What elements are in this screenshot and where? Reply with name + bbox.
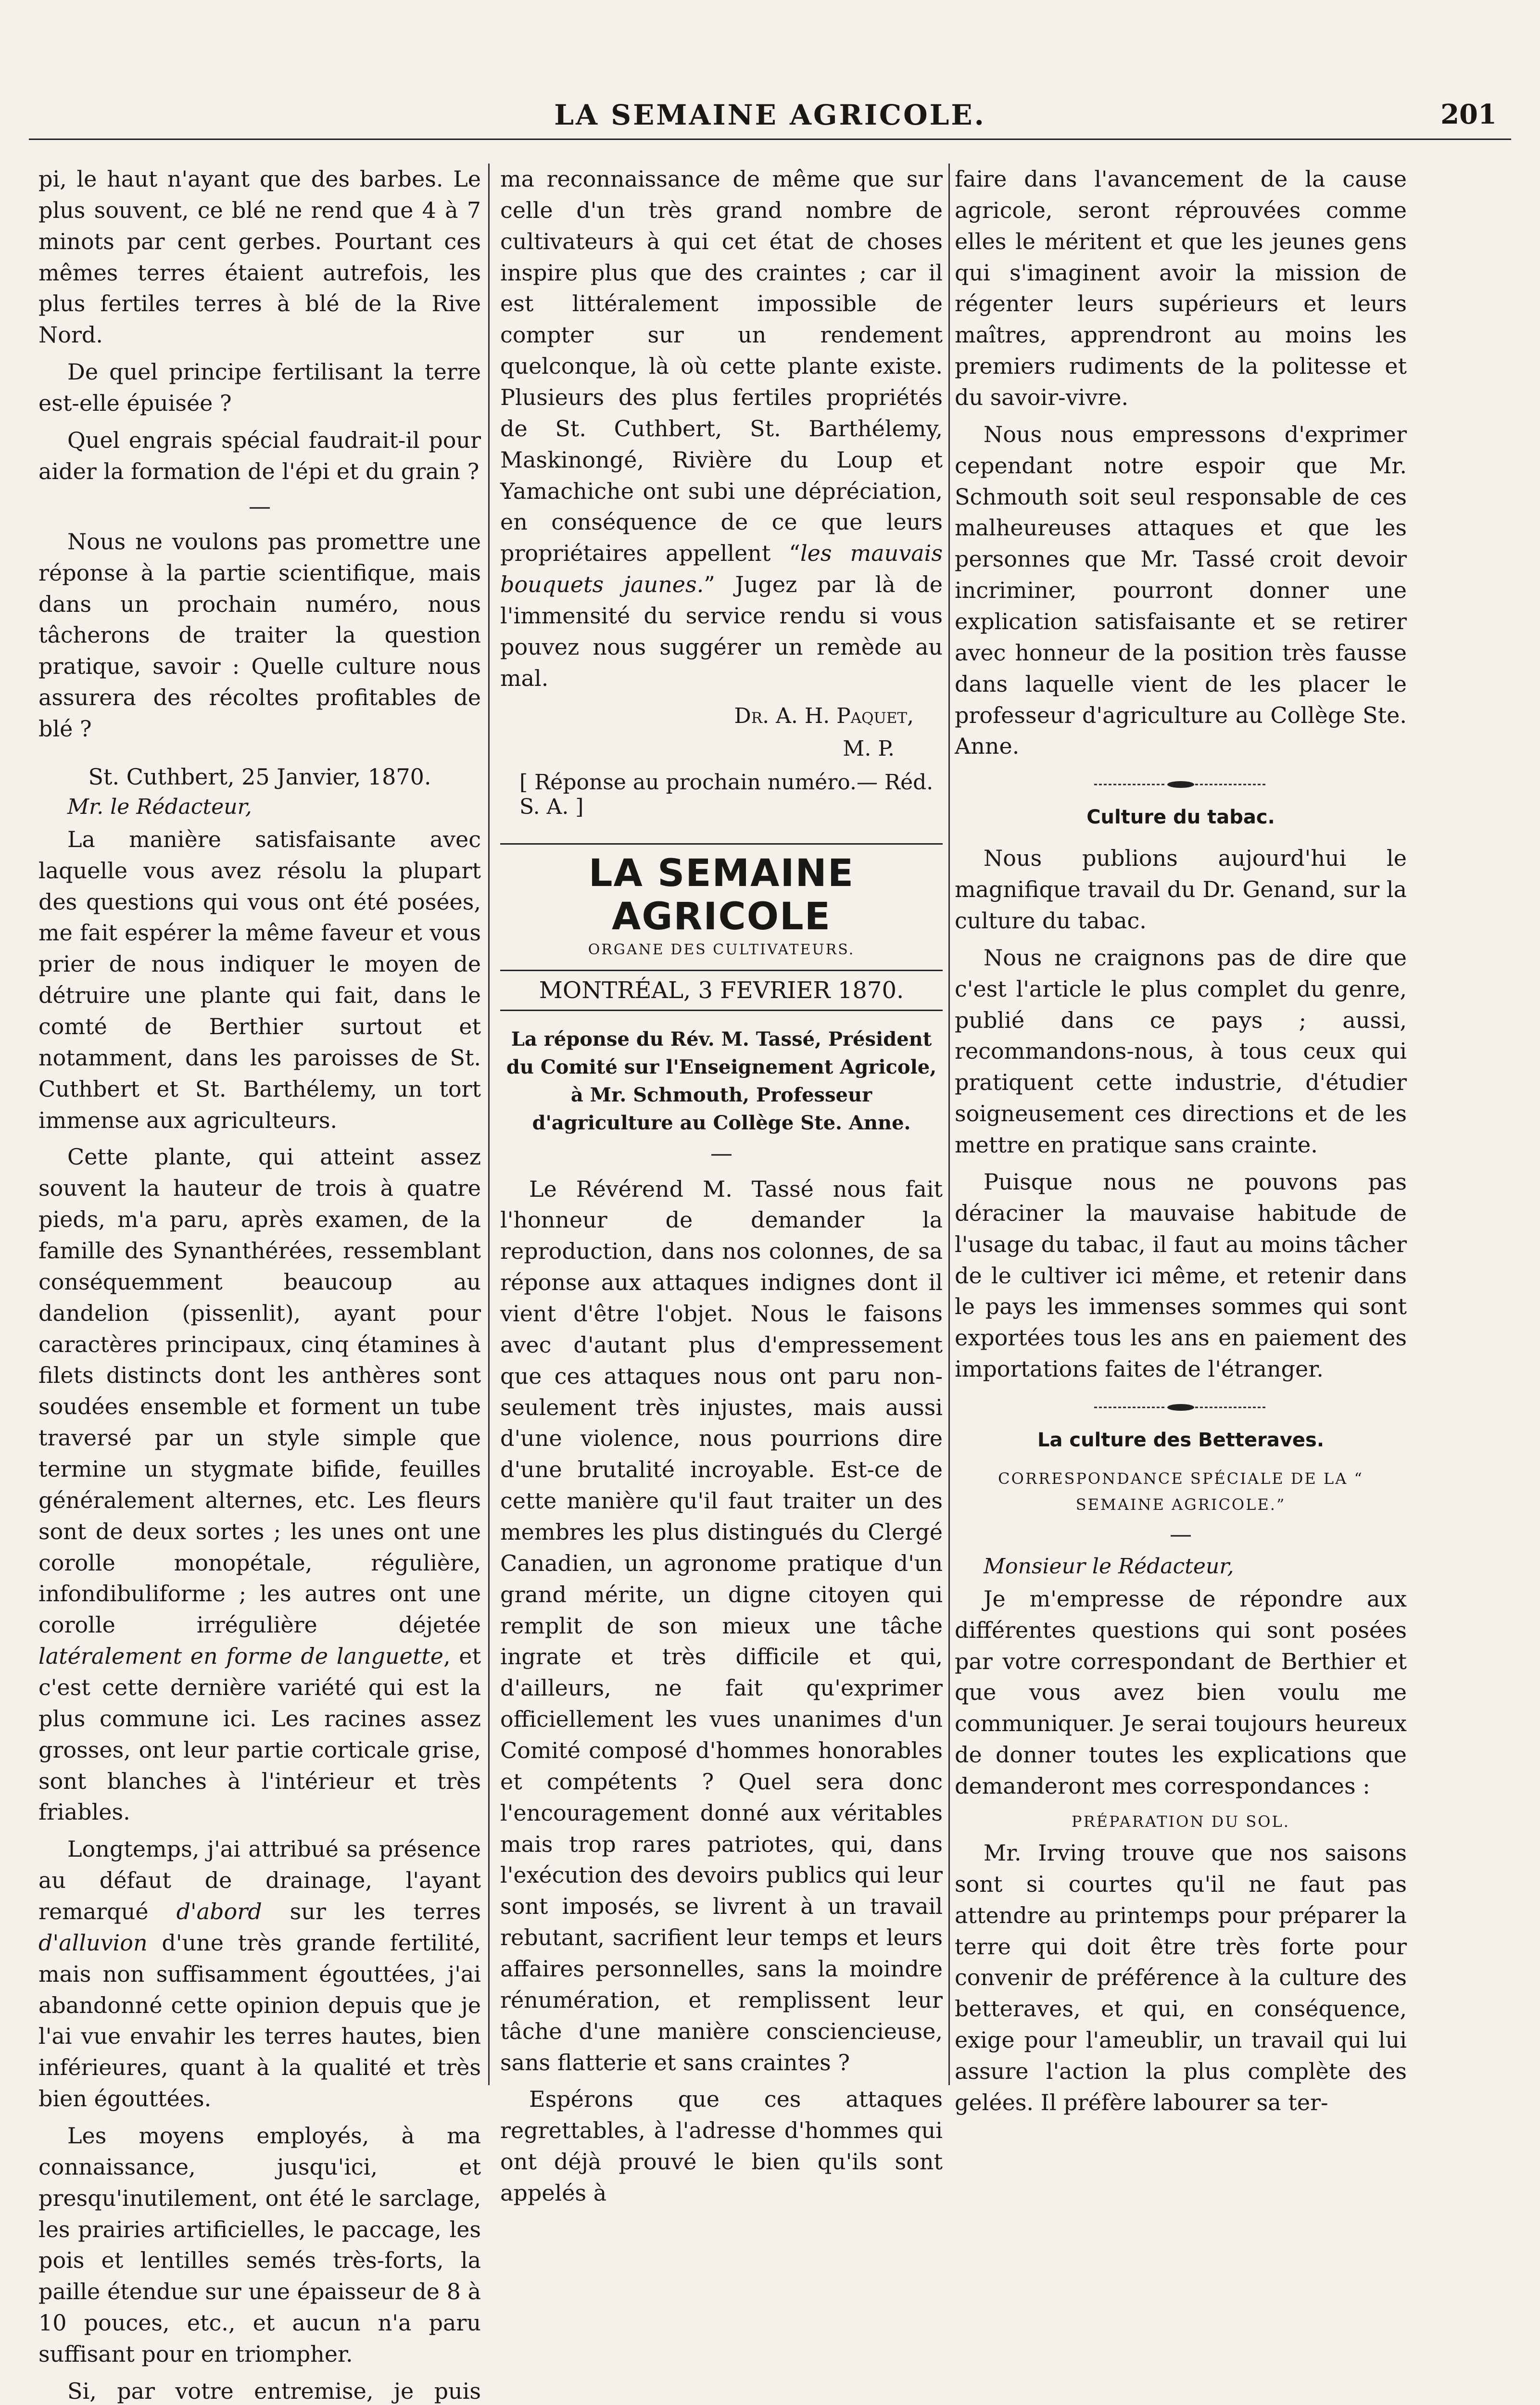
column-rule-1	[488, 164, 490, 2085]
paragraph	[38, 1834, 481, 2114]
ornamental-rule	[955, 1397, 1407, 1417]
paragraph: Nous publions aujourd'hui le magnifique travail du Dr. Genand, sur la culture du tabac.	[955, 845, 1407, 934]
editor-note: [ Réponse au prochain numéro.— Réd. S. A. ]	[519, 770, 934, 819]
paragraph: Espérons que ces attaques regrettables, à l'adresse d'hommes qui ont déjà prouvé le bien qu'ils sont appelés à	[500, 2086, 943, 2206]
page-number: 201	[1440, 99, 1497, 130]
text-run: d'une très grande fertilité, mais non suffisamment égouttées, j'ai abandonné cette opinion depuis que je l'ai vue envahir les terres hautes, bien inférieures, quant à la qualité et très bien égouttées.	[38, 1929, 481, 2112]
running-header	[29, 72, 1511, 144]
separator-dash: —	[249, 493, 271, 519]
paragraph: Nous nous empressons d'exprimer cependant notre espoir que Mr. Schmouth soit seul responsable de ces malheureuses attaques et que les personnes que Mr. Tassé croit devoir incriminer, pourront donner une explication satisfaisante et se retirer avec honneur de la position très fausse dans laquelle vient de les placer le professeur d'agriculture au Collège Ste. Anne.	[955, 421, 1407, 759]
section-title: La culture des Betteraves.	[1037, 1429, 1325, 1451]
issue-date: MONTRÉAL, 3 FEVRIER 1870.	[500, 970, 943, 1011]
masthead-title: LA SEMAINE AGRICOLE	[588, 851, 855, 938]
text-run: , et c'est cette dernière variété qui est la plus commune ici. Les racines assez grosses, ont leur partie corticale grise, sont blanches à l'intérieur et très friables.	[38, 1643, 481, 1825]
italic-run: d'abord	[176, 1899, 262, 1925]
masthead	[500, 843, 943, 1011]
signature-title: M. P.	[843, 736, 895, 761]
paragraph: Je m'empresse de répondre aux différentes questions qui sont posées par votre correspondant de Berthier et que vous avez bien voulu me communiquer. Je serai toujours heureux de donner toutes les explications que demanderont mes correspondances :	[955, 1585, 1407, 1799]
letter-salutation: Mr. le Rédacteur,	[67, 794, 252, 819]
paragraph: Le Révérend M. Tassé nous fait l'honneur de demander la reproduction, dans nos colonnes, de sa réponse aux attaques indignes dont il vient d'être l'objet. Nous le faisons avec d'autant plus d'empressement que ces attaques nous ont paru non-seulement très injustes, mais aussi d'une violence, nous pourrions dire d'une brutalité incroyable. Est-ce de cette manière qu'il faut traiter un des membres les plus distingués du Clergé Canadien, un agronome pratique d'un grand mérite, un digne citoyen qui remplit de son mieux une tâche ingrate et très difficile et qui, d'ailleurs, ne fait qu'exprimer officiellement les vues unanimes d'un Comité composé d'hommes honorables et compétents ? Quel sera donc l'encouragement donné aux véritables mais trop rares patriotes, qui, dans l'exécution des devoirs publics qui leur sont imposés, se livrent à un travail rebutant, sacrifient leur temps et leurs affaires personnelles, sans la moindre rénumération, et remplissent leur tâche d'une manière consciencieuse, sans flatterie et sans craintes ?	[500, 1176, 943, 2076]
italic-run: les mauvais bouquets jaunes.	[500, 540, 943, 598]
text-run: Cette plante, qui atteint assez souvent la hauteur de trois à quatre pieds, m'a paru, après examen, de la famille des Synanthérées, ressemblant conséquemment beaucoup au dandelion (pissenlit), ayant pour caractères principaux, cinq étamines à filets distincts dont les anthères sont soudées ensemble et forment un tube traversé par un style simple que termine un stygmate bifide, feuilles généralement alternes, etc. Les fleurs sont de deux sortes ; les unes ont une corolle monopétale, régulière, infondibuliforme ; les autres ont une corolle irrégulière déjetée	[38, 1144, 481, 1638]
paragraph: pi, le haut n'ayant que des barbes. Le plus souvent, ce blé ne rend que 4 à 7 minots par cent gerbes. Pourtant ces mêmes terres étaient autrefois, les plus fertiles terres à blé de la Rive Nord.	[38, 166, 481, 348]
correspondence-heading: CORRESPONDANCE SPÉCIALE DE LA “ SEMAINE AGRICOLE.”	[998, 1469, 1363, 1514]
text-run: ” Jugez par là de l'immensité du service rendu si vous pouvez nous suggérer un remède au mal.	[500, 571, 943, 691]
masthead-rule	[500, 843, 943, 845]
paragraph: faire dans l'avancement de la cause agricole, seront réprouvées comme elles le méritent et que les jeunes gens qui s'imaginent avoir la mission de régenter leurs supérieurs et leurs maîtres, apprendront au moins les premiers rudiments de la politesse et du savoir-vivre.	[955, 166, 1407, 411]
paragraph: Les moyens employés, à ma connaissance, jusqu'ici, et presqu'inutilement, ont été le sarclage, les prairies artificielles, le paccage, les pois et lentilles semés très-forts, la paille étendue sur une épaisseur de 8 à 10 pouces, etc., et aucun n'a paru suffisant pour en triompher.	[38, 2123, 481, 2367]
paragraph: Nous ne craignons pas de dire que c'est l'article le plus complet du genre, publié dans ce pays ; aussi, recommandons-nous, à tous ceux qui pratiquent cette industrie, d'étudier soigneusement ces directions et de les mettre en pratique sans crainte.	[955, 944, 1407, 1158]
text-run: ma reconnaissance de même que sur celle d'un très grand nombre de cultivateurs à qui cet état de choses inspire plus que des craintes ; car il est littéralement impossible de compter sur un rendement quelconque, là où cette plante existe. Plusieurs des plus fertiles propriétés de St. Cuthbert, St. Barthélemy, Maskinongé, Rivière du Loup et Yamachiche ont subi une dépréciation, en conséquence de ce que leurs propriétaires appellent “	[500, 166, 943, 567]
separator-dash: —	[1170, 1520, 1192, 1547]
subsection-heading: PRÉPARATION DU SOL.	[1072, 1812, 1290, 1831]
italic-run: latéralement en forme de languette	[38, 1643, 444, 1670]
text-run: Longtemps, j'ai attribué sa présence au défaut de drainage, l'ayant remarqué	[38, 1836, 481, 1925]
column-1	[38, 164, 481, 2404]
paragraph	[38, 1141, 481, 1828]
column-2	[500, 164, 943, 2206]
paragraph: Puisque nous ne pouvons pas déraciner la mauvaise habitude de l'usage du tabac, il faut au moins tâcher de le cultiver ici même, et retenir dans le pays les immenses sommes qui sont exportées tous les ans en paiement des importations faites de l'étranger.	[955, 1168, 1407, 1382]
ornament-icon	[1094, 1403, 1267, 1412]
letter-signature	[500, 700, 914, 765]
letter-salutation: Monsieur le Rédacteur,	[984, 1554, 1234, 1579]
column-3	[955, 164, 1407, 2115]
separator-dash: —	[710, 1140, 732, 1166]
paragraph: Nous ne voulons pas promettre une réponse à la partie scientifique, mais dans un prochain numéro, nous tâcherons de traiter la question pratique, savoir : Quelle culture nous assurera des récoltes profitables de blé ?	[38, 528, 481, 742]
paragraph: Si, par votre entremise, je puis	[67, 2378, 481, 2404]
article-headline: La réponse du Rév. M. Tassé, Président du Comité sur l'Enseignement Agricole, à Mr. Schmouth, Professeur d'agriculture au Collège Ste. Anne.	[506, 1028, 937, 1135]
paragraph	[500, 164, 943, 694]
header-rule	[29, 139, 1511, 140]
paragraph: Quel engrais spécial faudrait-il pour aider la formation de l'épi et du grain ?	[38, 427, 481, 484]
masthead-subtitle: ORGANE DES CULTIVATEURS.	[588, 941, 855, 959]
paragraph: De quel principe fertilisant la terre est-elle épuisée ?	[38, 359, 481, 417]
signature-name: Dr. A. H. Paquet,	[734, 703, 914, 728]
text-run: sur les terres	[262, 1899, 481, 1925]
paragraph: La manière satisfaisante avec laquelle vous avez résolu la plupart des questions qui vous ont été posées, me fait espérer la même faveur et vous prier de nous indiquer le moyen de détruire une plante qui fait, dans le comté de Berthier surtout et notamment, dans les paroisses de St. Cuthbert et St. Barthélemy, un tort immense aux agriculteurs.	[38, 826, 481, 1133]
italic-run: d'alluvion	[38, 1929, 148, 1956]
section-title: Culture du tabac.	[1086, 806, 1275, 829]
ornamental-rule	[955, 774, 1407, 794]
paragraph: Mr. Irving trouve que nos saisons sont si courtes qu'il ne faut pas attendre au printemps pour préparer la terre qui doit être très forte pour convenir de préférence à la culture des betteraves, et qui, en conséquence, exige pour l'ameublir, un travail qui lui assure l'action la plus complète des gelées. Il préfère labourer sa ter-	[955, 1839, 1407, 2115]
column-rule-2	[948, 164, 950, 2085]
ornament-icon	[1094, 780, 1267, 789]
letter-dateline: St. Cuthbert, 25 Janvier, 1870.	[88, 763, 431, 790]
running-head-title: LA SEMAINE AGRICOLE.	[554, 99, 986, 131]
